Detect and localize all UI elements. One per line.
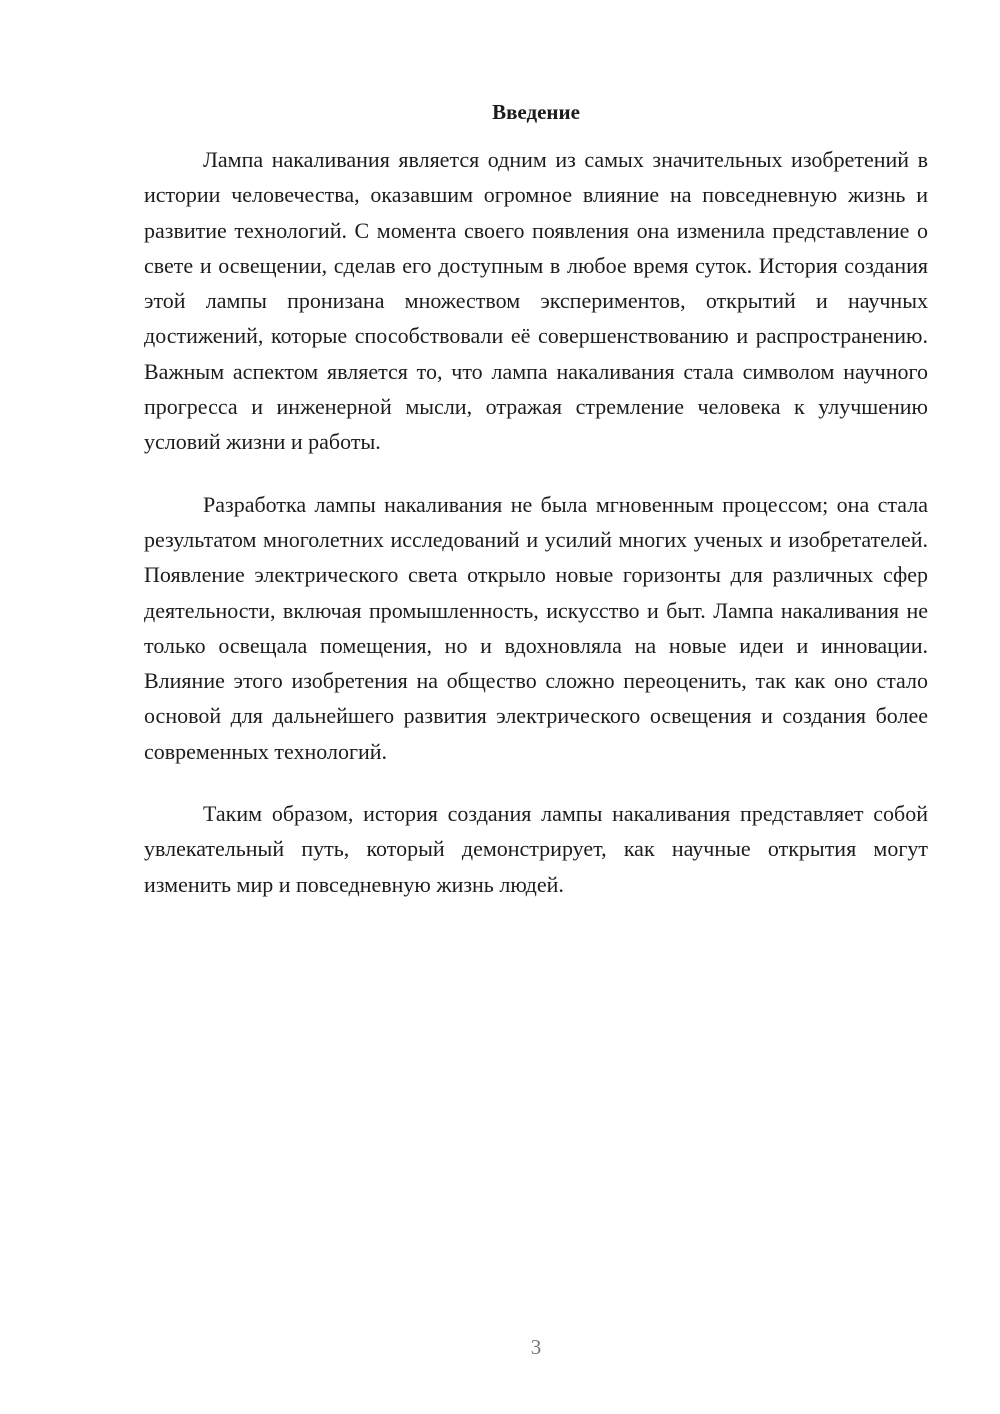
- section-heading: Введение: [492, 100, 580, 124]
- page-number: 3: [530, 1335, 542, 1359]
- body-text: [144, 142, 928, 929]
- paragraph-3: Таким образом, история создания лампы накаливания представляет собой увлекательный путь, который демонстрирует, как научные открытия могут изменить мир и повседневную жизнь людей.: [144, 801, 928, 897]
- paragraph-2: Разработка лампы накаливания не была мгновенным процессом; она стала результатом многолетних исследований и усилий многих ученых и изобретателей. Появление электрического света открыло новые горизонты для различных сфер деятельности, включая промышленность, искусство и быт. Лампа накаливания не только освещала помещения, но и вдохновляла на новые идеи и инновации. Влияние этого изобретения на общество сложно переоценить, так как оно стало основой для дальнейшего развития электрического освещения и создания более современных технологий.: [144, 491, 928, 764]
- paragraph-1: Лампа накаливания является одним из самых значительных изобретений в истории человечества, оказавшим огромное влияние на повседневную жизнь и развитие технологий. С момента своего появления она изменила представление о свете и освещении, сделав его доступным в любое время суток. История создания этой лампы пронизана множеством экспериментов, открытий и научных достижений, которые способствовали её совершенствованию и распространению. Важным аспектом является то, что лампа накаливания стала символом научного прогресса и инженерной мысли, отражая стремление человека к улучшению условий жизни и работы.: [144, 147, 928, 455]
